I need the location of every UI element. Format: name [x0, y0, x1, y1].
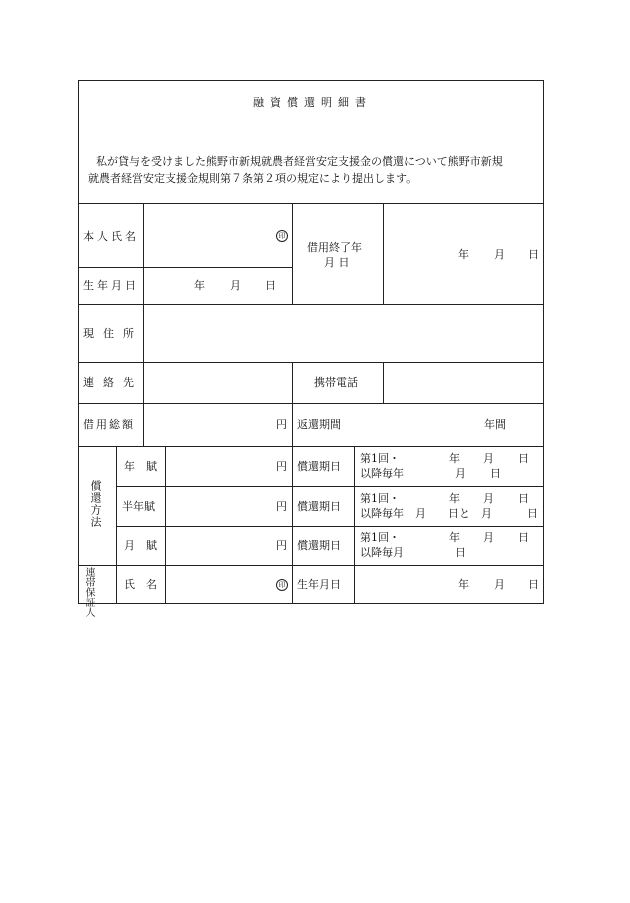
- repay-period-label: 返還期間: [297, 418, 341, 431]
- monthly-every-day: 日: [455, 546, 466, 559]
- monthly-first-year: 年: [449, 531, 460, 544]
- semiannual-first-month: 月: [483, 492, 494, 505]
- address-label: 現住所: [83, 327, 143, 340]
- monthly-every: 以降毎月: [360, 546, 404, 559]
- annual-first-day: 日: [518, 452, 529, 465]
- line-v10: [354, 446, 355, 604]
- annual-first-year: 年: [449, 452, 460, 465]
- semiannual-yen: 円: [276, 500, 287, 513]
- document-title: 融資償還明細書: [253, 96, 372, 109]
- line-v2: [292, 203, 293, 304]
- contact-label: 連絡先: [83, 376, 143, 389]
- semiannual-first-day: 日: [518, 492, 529, 505]
- repay-period-years: 年間: [484, 418, 506, 431]
- semiannual-first: 第1回・: [360, 492, 400, 505]
- loan-end-md-label: 月 日: [324, 256, 350, 269]
- mobile-field[interactable]: [388, 376, 538, 390]
- line-v7: [116, 446, 117, 604]
- monthly-first: 第1回・: [360, 531, 400, 544]
- guarantor-label: 連帯保証人: [83, 567, 94, 617]
- semiannual-date-label: 償還期日: [297, 500, 341, 513]
- intro-line-1: 私が貸与を受けました熊野市新規就農者経営安定支援金の償還について熊野市新規: [96, 155, 503, 168]
- line-h2: [78, 267, 292, 268]
- annual-every-month: 月: [455, 467, 466, 480]
- seal-icon: 印: [276, 230, 288, 242]
- address-field[interactable]: [148, 327, 538, 341]
- guarantor-name-label: 氏 名: [124, 578, 157, 591]
- line-v4: [292, 362, 293, 403]
- monthly-first-day: 日: [518, 531, 529, 544]
- birth-day: 日: [265, 279, 276, 292]
- birth-year: 年: [194, 279, 205, 292]
- line-h5: [78, 403, 544, 404]
- guarantor-birth-label: 生年月日: [297, 578, 341, 591]
- line-v9: [292, 446, 293, 604]
- semiannual-first-year: 年: [449, 492, 460, 505]
- line-h3: [78, 304, 544, 305]
- semiannual-label: 半年賦: [122, 500, 155, 513]
- line-v5: [383, 362, 384, 403]
- line-v6: [292, 403, 293, 446]
- name-field[interactable]: [148, 230, 288, 244]
- annual-every-day: 日: [490, 467, 501, 480]
- birth-month: 月: [230, 279, 241, 292]
- birthdate-label: 生年月日: [83, 279, 139, 292]
- intro-line-2: 就農者経営安定支援金規則第７条第２項の規定により提出します。: [88, 172, 418, 185]
- annual-every: 以降毎年: [360, 467, 404, 480]
- line-h7: [116, 486, 544, 487]
- mobile-label: 携帯電話: [314, 376, 358, 389]
- semiannual-every: 以降毎年 月 日と 月: [360, 507, 492, 520]
- annual-label: 年 賦: [124, 460, 157, 473]
- guarantor-birth-day: 日: [528, 578, 539, 591]
- loan-total-yen: 円: [276, 418, 287, 431]
- monthly-yen: 円: [276, 539, 287, 552]
- annual-first: 第1回・: [360, 452, 400, 465]
- monthly-first-month: 月: [483, 531, 494, 544]
- name-label: 本人氏名: [83, 230, 139, 243]
- guarantor-birth-month: 月: [494, 578, 505, 591]
- loan-total-label: 借用総額: [83, 418, 135, 431]
- monthly-date-label: 償還期日: [297, 539, 341, 552]
- line-h4: [78, 362, 544, 363]
- line-h8: [116, 526, 544, 527]
- line-v1: [143, 203, 144, 446]
- line-h9: [78, 565, 544, 566]
- intro-paragraph: [88, 153, 538, 187]
- line-v3: [383, 203, 384, 304]
- annual-first-month: 月: [483, 452, 494, 465]
- loan-end-day: 日: [528, 248, 539, 261]
- line-h1: [78, 203, 544, 204]
- annual-date-label: 償還期日: [297, 460, 341, 473]
- repay-method-label: 償還方法: [89, 480, 102, 528]
- guarantor-birth-year: 年: [458, 578, 469, 591]
- guarantor-seal-icon: 印: [276, 579, 288, 591]
- monthly-label: 月 賦: [124, 539, 157, 552]
- loan-end-year: 年: [458, 248, 469, 261]
- line-v8: [165, 446, 166, 604]
- semiannual-every-day: 日: [527, 507, 538, 520]
- loan-end-label: 借用終了年: [307, 241, 362, 254]
- line-h6: [78, 446, 544, 447]
- loan-end-month: 月: [494, 248, 505, 261]
- guarantor-name-field[interactable]: [170, 578, 270, 592]
- annual-yen: 円: [276, 460, 287, 473]
